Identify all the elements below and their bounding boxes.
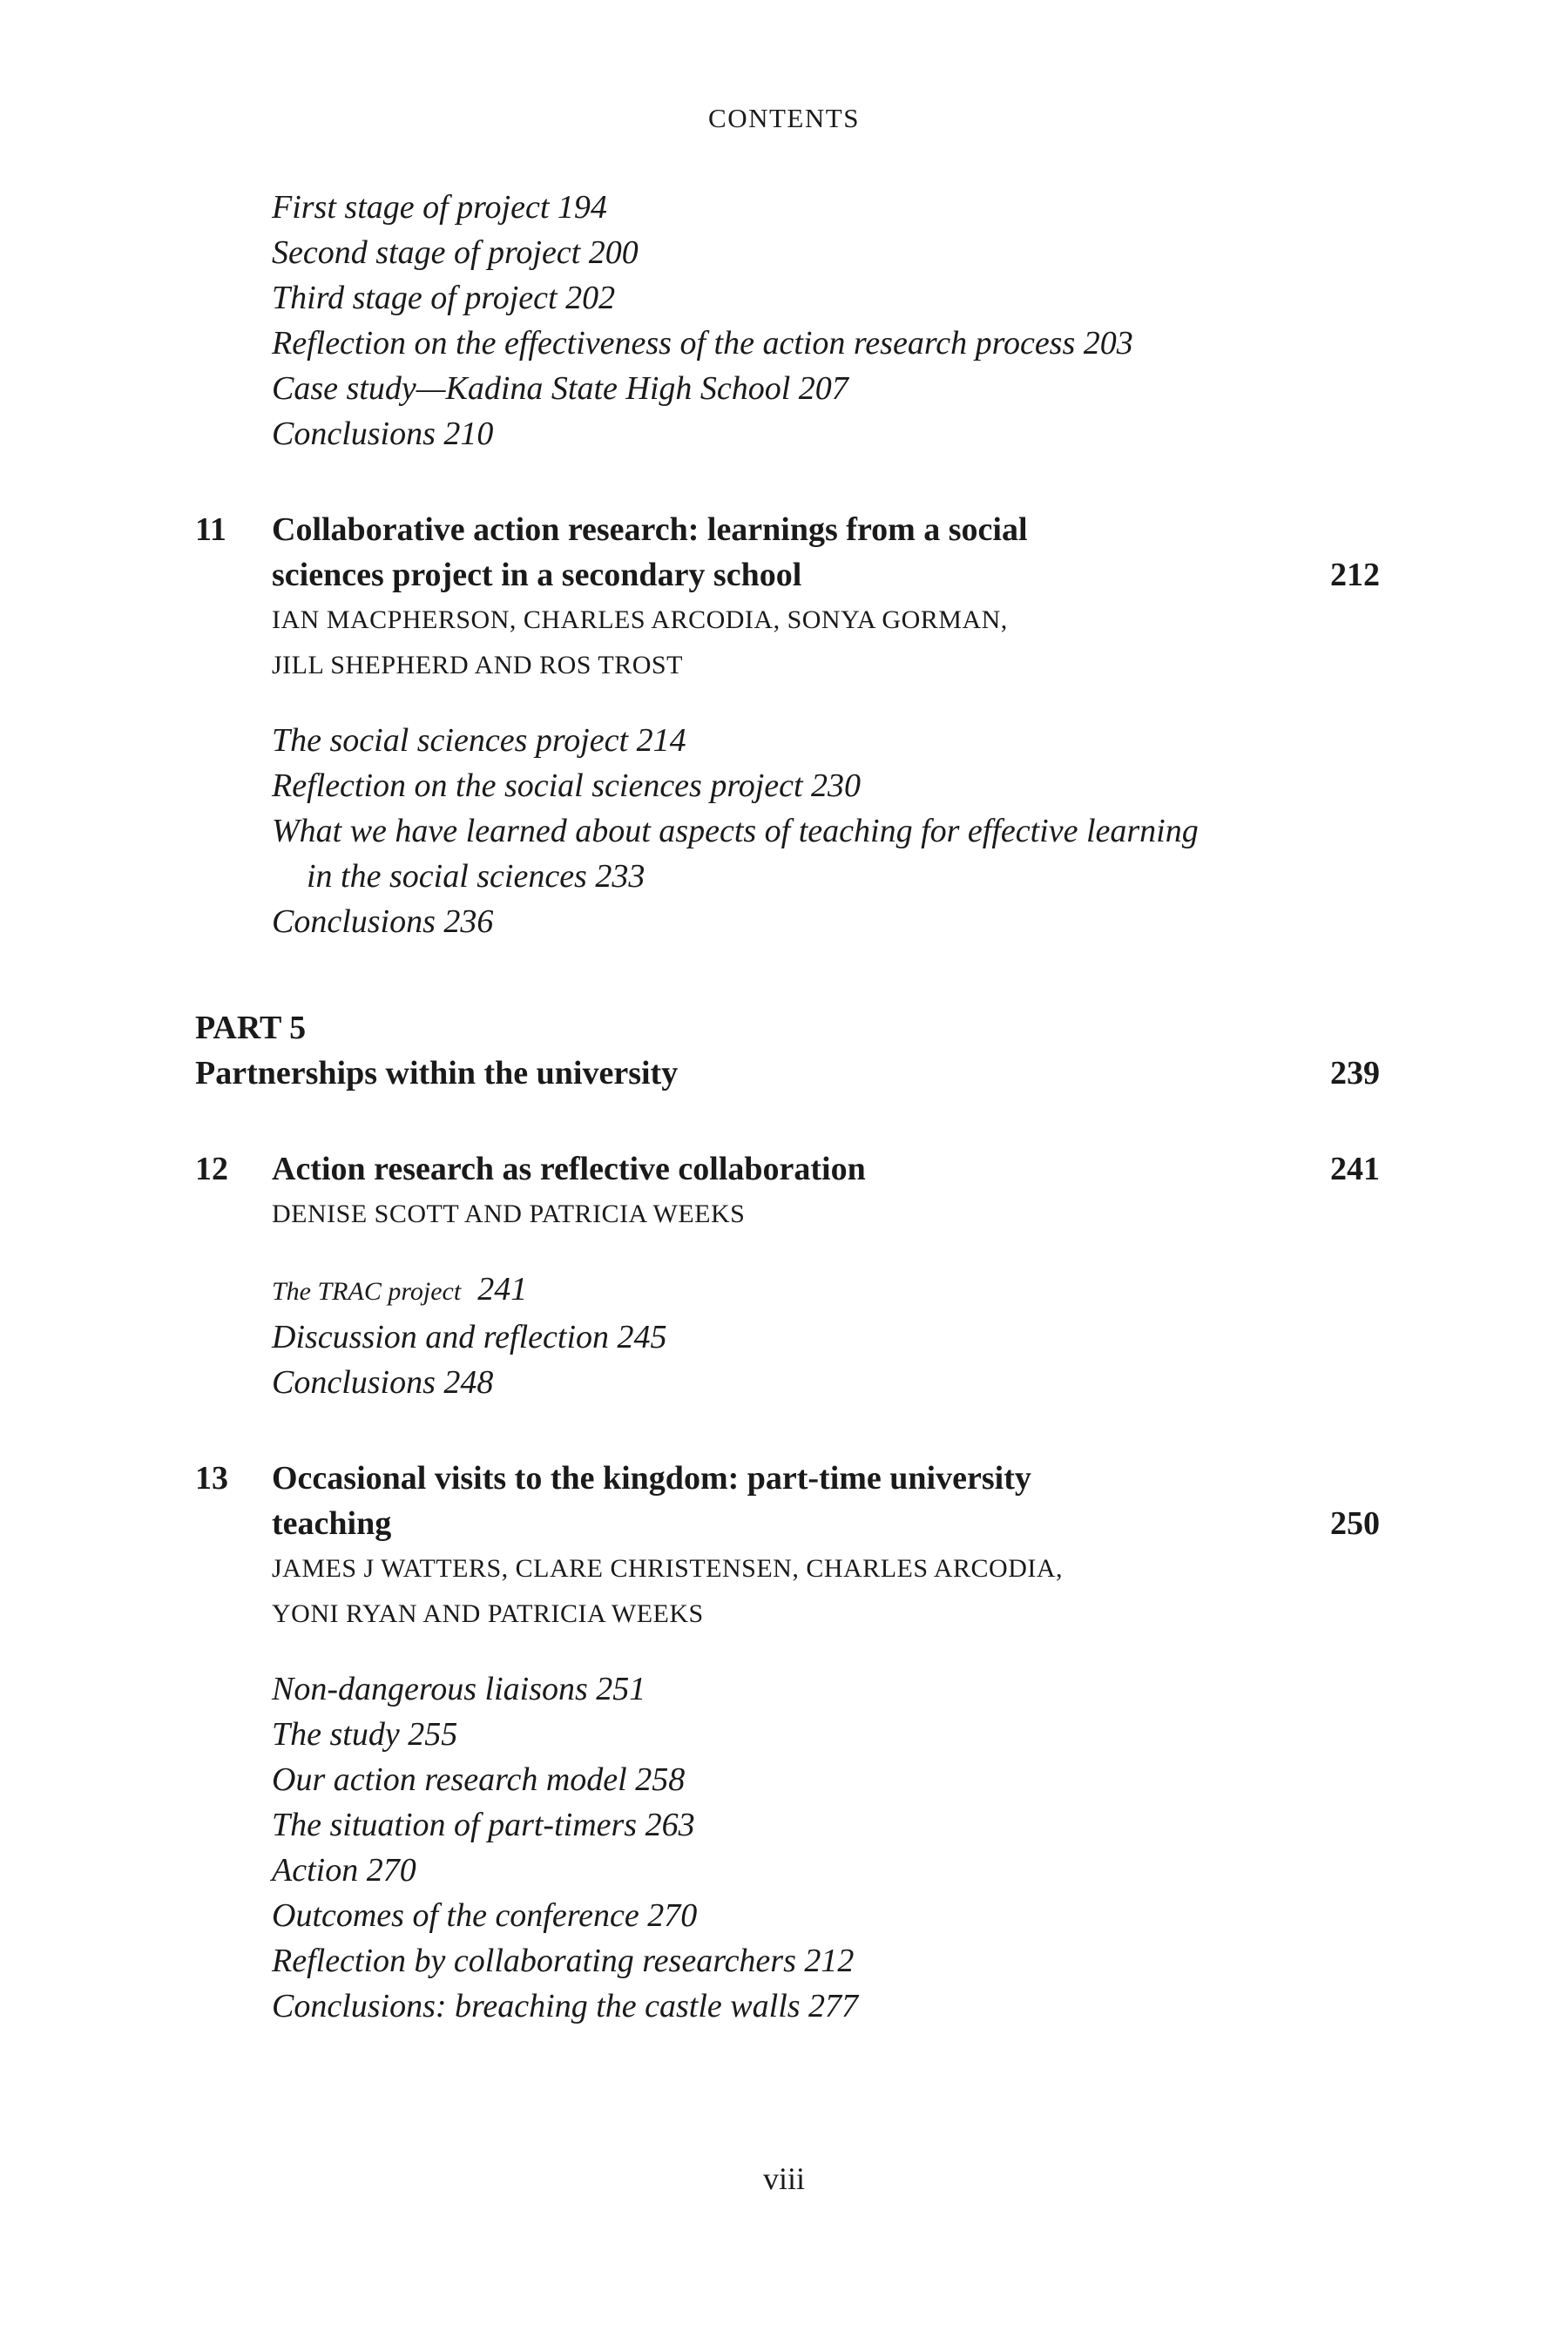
section-entry[interactable]: Discussion and reflection 245 bbox=[272, 1319, 667, 1355]
chapter-page-number[interactable]: 250 bbox=[1330, 1505, 1380, 1542]
section-entry[interactable]: Our action research model 258 bbox=[272, 1761, 686, 1798]
section-entry[interactable]: Non-dangerous liaisons 251 bbox=[272, 1671, 646, 1707]
chapter-authors: IAN MACPHERSON, CHARLES ARCODIA, SONYA GORMAN, bbox=[272, 605, 1008, 634]
section-entry[interactable]: Reflection by collaborating researchers 212 bbox=[272, 1943, 855, 1979]
section-entry[interactable]: Action 270 bbox=[272, 1852, 416, 1889]
chapter-page-number[interactable]: 212 bbox=[1330, 557, 1380, 593]
page-number: viii bbox=[762, 2161, 805, 2196]
section-entry[interactable]: The situation of part-timers 263 bbox=[272, 1807, 695, 1843]
section-entry[interactable]: Reflection on the social sciences project 230 bbox=[272, 767, 862, 804]
chapter-title-line[interactable]: Action research as reflective collaboration bbox=[272, 1151, 866, 1187]
chapter-title-line[interactable]: Collaborative action research: learnings from a social bbox=[272, 511, 1028, 548]
section-entry-continuation[interactable]: in the social sciences 233 bbox=[307, 858, 645, 895]
section-entry[interactable]: The study 255 bbox=[272, 1716, 458, 1753]
section-title: The TRAC project bbox=[272, 1277, 462, 1306]
section-entry[interactable]: First stage of project 194 bbox=[272, 189, 607, 226]
chapter-title-line[interactable]: sciences project in a secondary school bbox=[272, 557, 802, 593]
section-entry[interactable]: Conclusions 236 bbox=[272, 903, 494, 940]
section-entry[interactable]: Case study—Kadina State High School 207 bbox=[272, 370, 848, 407]
chapter-number: 12 bbox=[195, 1151, 228, 1187]
chapter-number: 13 bbox=[195, 1460, 228, 1497]
section-entry[interactable]: Conclusions 210 bbox=[272, 416, 494, 452]
part-page-number[interactable]: 239 bbox=[1330, 1055, 1380, 1092]
section-entry[interactable]: Conclusions 248 bbox=[272, 1364, 494, 1401]
chapter-number: 11 bbox=[195, 511, 226, 548]
chapter-authors: DENISE SCOTT AND PATRICIA WEEKS bbox=[272, 1200, 746, 1228]
chapter-authors: JAMES J WATTERS, CLARE CHRISTENSEN, CHARLES ARCODIA, bbox=[272, 1554, 1064, 1583]
chapter-title-line[interactable]: Occasional visits to the kingdom: part-time university bbox=[272, 1460, 1031, 1497]
chapter-11 bbox=[195, 507, 1380, 944]
section-entry[interactable]: What we have learned about aspects of teaching for effective learning bbox=[272, 813, 1199, 849]
chapter-title-line[interactable]: teaching bbox=[272, 1505, 392, 1542]
chapter-authors: JILL SHEPHERD AND ROS TROST bbox=[272, 651, 683, 679]
section-entry[interactable]: Reflection on the effectiveness of the action research process 203 bbox=[272, 325, 1133, 362]
chapter-10-sections bbox=[195, 185, 1380, 456]
section-entry[interactable]: Third stage of project 202 bbox=[272, 280, 616, 316]
section-entry[interactable]: The social sciences project 214 bbox=[272, 722, 686, 759]
section-entry[interactable]: Second stage of project 200 bbox=[272, 234, 639, 271]
section-page: 241 bbox=[477, 1271, 528, 1308]
chapter-13 bbox=[195, 1456, 1380, 2029]
chapter-authors: YONI RYAN AND PATRICIA WEEKS bbox=[272, 1599, 704, 1628]
section-entry[interactable]: Outcomes of the conference 270 bbox=[272, 1897, 698, 1934]
section-entry[interactable] bbox=[195, 1267, 1380, 1315]
chapter-page-number[interactable]: 241 bbox=[1330, 1151, 1380, 1187]
toc-content bbox=[195, 185, 1380, 2079]
chapter-12 bbox=[195, 1146, 1380, 1405]
part-5-heading bbox=[195, 1005, 1380, 1096]
section-entry[interactable]: Conclusions: breaching the castle walls 277 bbox=[272, 1988, 859, 2024]
running-head: CONTENTS bbox=[708, 103, 860, 133]
part-title[interactable]: Partnerships within the university bbox=[195, 1055, 679, 1092]
part-label: PART 5 bbox=[195, 1010, 307, 1046]
